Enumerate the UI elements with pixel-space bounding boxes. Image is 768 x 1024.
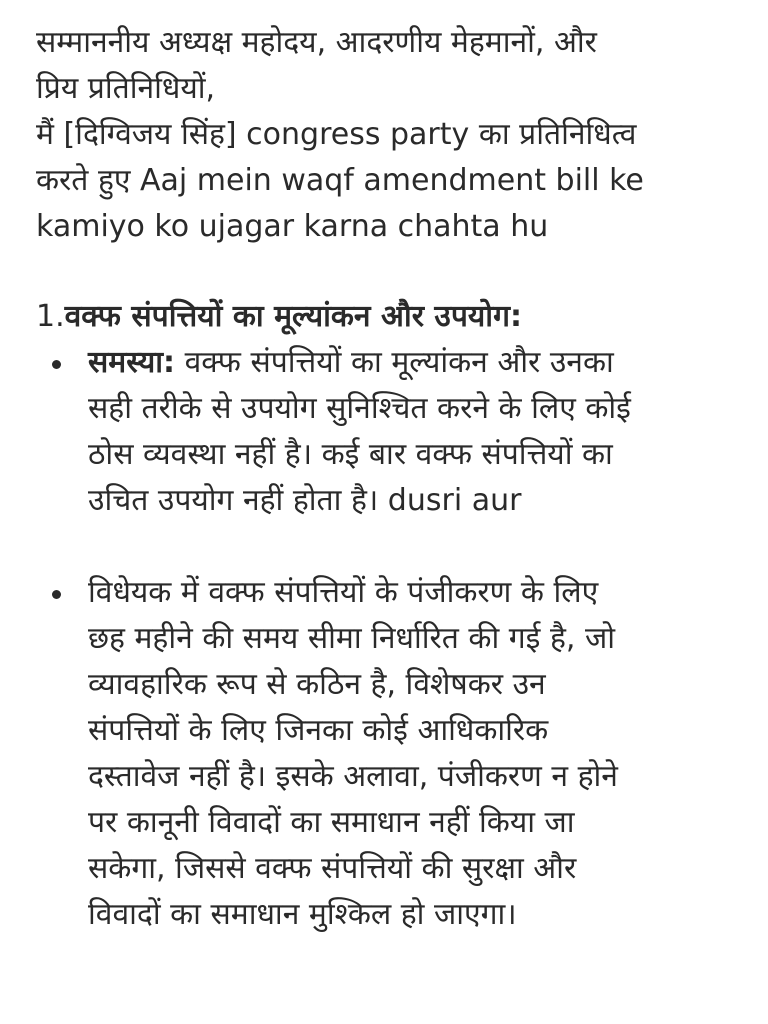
intro-line: प्रिय प्रतिनिधियों, [36, 71, 216, 106]
paragraph-spacer [36, 250, 740, 294]
intro-line: kamiyo ko ujagar karna chahta hu [36, 209, 549, 244]
bullet-line: विधेयक में वक्फ संपत्तियों के पंजीकरण के लिए [88, 575, 599, 610]
bullet-line: छह महीने की समय सीमा निर्धारित की गई है, जो [88, 621, 615, 656]
intro-line: करते हुए Aaj mein waqf amendment bill ke [36, 163, 644, 198]
bullet-line: उचित उपयोग नहीं होता है। dusri aur [88, 483, 522, 518]
bullet-label: समस्या: [88, 345, 176, 380]
bullet-line: दस्तावेज नहीं है। इसके अलावा, पंजीकरण न होने [88, 759, 618, 794]
section-number: 1. [36, 299, 65, 334]
intro-line: सम्माननीय अध्यक्ष महोदय, आदरणीय मेहमानों, और [36, 25, 597, 60]
bullet-item-registration [36, 570, 740, 938]
bullet-spacer [36, 524, 740, 570]
intro-paragraph [36, 20, 740, 250]
section-title: वक्फ संपत्तियों का मूल्यांकन और उपयोग: [64, 299, 522, 334]
bullet-line: सही तरीके से उपयोग सुनिश्चित करने के लिए कोई [88, 391, 631, 426]
bullet-line: ठोस व्यवस्था नहीं है। कई बार वक्फ संपत्तियों का [88, 437, 613, 472]
bullet-line: पर कानूनी विवादों का समाधान नहीं किया जा [88, 805, 575, 840]
section-heading [36, 294, 740, 340]
bullet-line: व्यावहारिक रूप से कठिन है, विशेषकर उन [88, 667, 546, 702]
bullet-line: सकेगा, जिससे वक्फ संपत्तियों की सुरक्षा और [88, 851, 577, 886]
bullet-dot-icon [52, 360, 61, 369]
bullet-dot-icon [52, 590, 61, 599]
intro-line: मैं [दिग्विजय सिंह] congress party का प्रतिनिधित्व [36, 117, 637, 152]
bullet-line: विवादों का समाधान मुश्किल हो जाएगा। [88, 897, 517, 932]
bullet-item-problem [36, 340, 740, 524]
bullet-line [88, 340, 740, 386]
bullet-list [36, 340, 740, 938]
bullet-text: वक्फ संपत्तियों का मूल्यांकन और उनका [175, 345, 614, 380]
bullet-line: संपत्तियों के लिए जिनका कोई आधिकारिक [88, 713, 549, 748]
